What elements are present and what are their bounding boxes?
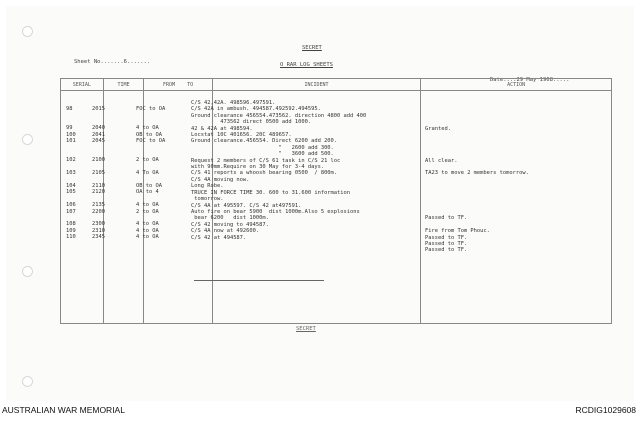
sheet-number [74,59,150,65]
footer-record-id: RCDIG1029608 [575,405,636,415]
sheet-label: Sheet No. [74,59,104,65]
column-header-time: TIME [103,79,144,91]
classification-bottom: SECRET [296,326,316,332]
sheet-value: ......6....... [103,59,151,65]
column-header-serial: SERIAL [61,79,104,91]
punch-hole [22,376,33,387]
document-title: O RAR LOG SHEETS [280,62,333,68]
date-value: 29 May 1968..... [516,77,570,83]
column-header-from: FROM [162,81,176,88]
incident-entries: C/S 42,42A. 498596.497591. C/S 42A in ambush. 494587.492592.494595. Ground clearance 456554.473562. direction 4800 add 400 473562 direct 0500 add 1000. 42 & 42A at 498594. Locstat 10C 401656. 20C 489657. Ground clearance.456554. Direct 6200 add 200. " 2600 add 300. " 3600 add 500. Request 2 members of C/S 61 task in C/S 21 loc with 90mm.Require on 30 May for 3-4 days. C/S 41 reports a whoosh bearing 0500 / 800m. C/S 4A moving now. Long Robe. TRUCE IN FORCE TIME 30. 600 to 31.600 information tomorrow. C/S 4A at 495597. C/S 42 at497591. Auto fire on bear 5900 dist 1000m.Also 5 explosions bear 6200 dist 1000m. C/S 42 moving to 494587. C/S 4A now at 492600. C/S 42 at 494587. [191,100,367,241]
column-header-action: ACTION [421,79,612,91]
end-of-entries-line [194,280,324,281]
classification-top: SECRET [302,45,322,51]
column-header-incident: INCIDENT [212,79,421,91]
punch-hole [22,26,33,37]
column-header-to: TO [187,81,194,88]
column-header-from-to [144,79,212,91]
from-to-entries: FOC to OA 4 to OA OB to OA FOC to OA 2 to OA 4 To OA OB to OA OA to 4 4 to OA 2 to OA 4 to OA 4 to OA 4 to OA [136,106,166,241]
serial-entries: 98 99 100 101 102 103 104 105 106 107 108 109 110 [66,106,76,241]
date-label: Date.... [490,77,517,83]
action-entries: Granted. All clear. TA23 to move 2 members tomorrow. Passed to TF. Fire from Tom Phouc. Passed to TF. Passed to TF. Passed to TF. [425,125,529,254]
punch-hole [22,266,33,277]
time-entries: 2015 2040 2041 2045 2100 2105 2110 2120 2135 2200 2300 2310 2345 [92,106,105,241]
punch-hole [22,134,33,145]
footer-archive-name: AUSTRALIAN WAR MEMORIAL [2,405,125,415]
